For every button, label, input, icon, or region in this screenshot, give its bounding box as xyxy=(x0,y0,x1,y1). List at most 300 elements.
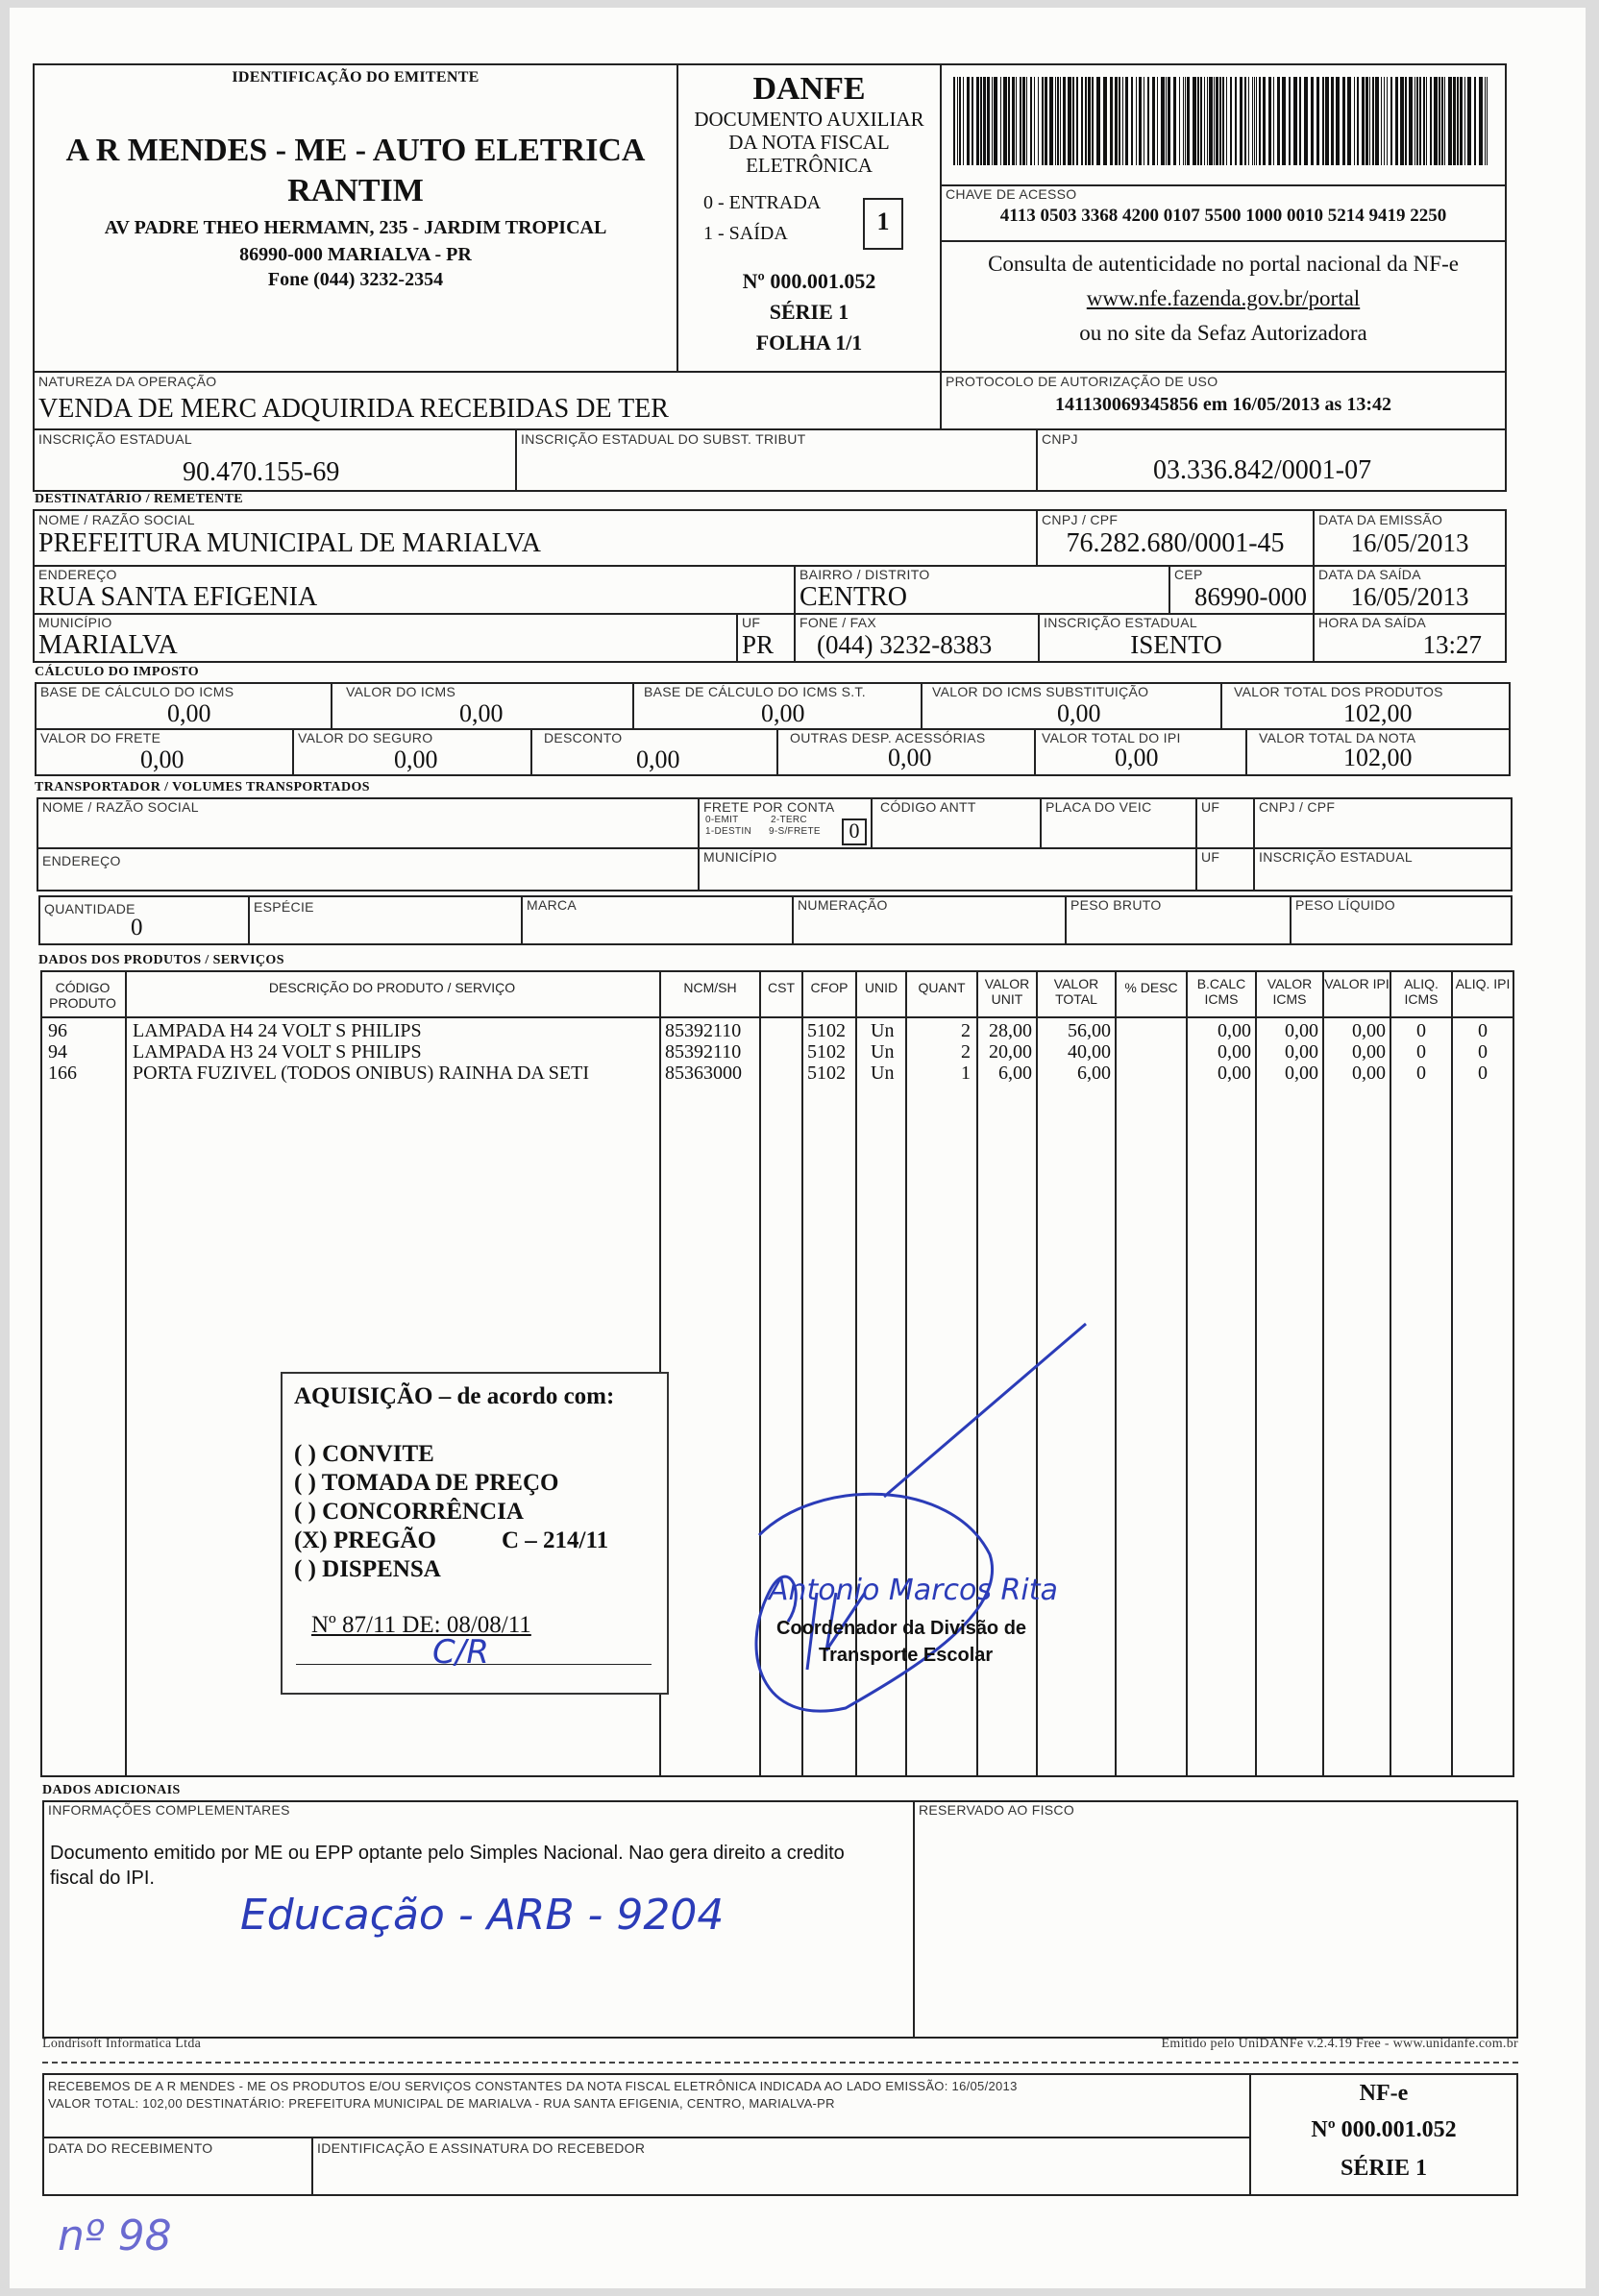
col-sep xyxy=(1186,970,1188,1777)
barcode-bar xyxy=(1414,77,1415,165)
dest-cnpj-value: 76.282.680/0001-45 xyxy=(1066,528,1285,558)
barcode-bar xyxy=(1354,77,1355,165)
natureza-value: VENDA DE MERC ADQUIRIDA RECEBIDAS DE TER xyxy=(38,394,669,424)
canhoto-serie: SÉRIE 1 xyxy=(1340,2156,1428,2181)
barcode-bar xyxy=(1282,77,1286,165)
barcode-bar xyxy=(1110,77,1113,165)
col-header-bcalc: B.CALC ICMS xyxy=(1196,976,1246,1007)
col-header-desc: % DESC xyxy=(1124,980,1178,995)
barcode-bar xyxy=(980,77,982,165)
barcode-bar xyxy=(1244,77,1246,165)
barcode-bar xyxy=(1293,77,1297,165)
row-ncm: 85392110 xyxy=(665,1041,742,1063)
barcode-bar xyxy=(1057,77,1059,165)
barcode-bar xyxy=(1439,77,1440,165)
barcode-bar xyxy=(1357,77,1359,165)
col-header-cfop: CFOP xyxy=(810,980,849,995)
protocolo-value: 141130069345856 em 16/05/2013 as 13:42 xyxy=(1055,394,1391,415)
stamp-numero: Nº 87/11 DE: 08/08/11 xyxy=(311,1612,531,1638)
barcode-bar xyxy=(1268,77,1271,165)
transp-frete-opt1: 0-EMIT xyxy=(705,815,739,825)
barcode-bar xyxy=(1147,77,1149,165)
barcode-bar xyxy=(1012,77,1015,165)
danfe-subtitle3: ELETRÔNICA xyxy=(746,154,873,177)
row-aicms: 0 xyxy=(1416,1041,1426,1063)
col-header-descricao: DESCRIÇÃO DO PRODUTO / SERVIÇO xyxy=(268,980,516,995)
dest-bairro-value: CENTRO xyxy=(800,582,907,612)
row-vipi: 0,00 xyxy=(1352,1020,1386,1041)
dest-nome-label: NOME / RAZÃO SOCIAL xyxy=(38,512,195,527)
barcode-bar xyxy=(1060,77,1061,165)
barcode-bar xyxy=(1119,77,1120,165)
emitente-name-line1: A R MENDES - ME - AUTO ELETRICA xyxy=(65,133,646,168)
barcode-bar xyxy=(992,77,993,165)
barcode-bar xyxy=(1122,77,1123,165)
row-vunit: 20,00 xyxy=(989,1041,1032,1063)
base-icms-st-label: BASE DE CÁLCULO DO ICMS S.T. xyxy=(644,684,866,699)
barcode-bar xyxy=(1219,77,1221,165)
barcode-bar xyxy=(1168,77,1170,165)
canhoto-data-label: DATA DO RECEBIMENTO xyxy=(48,2140,213,2156)
danfe-serie: SÉRIE 1 xyxy=(769,300,849,324)
barcode-bar xyxy=(1263,77,1266,165)
barcode-bar xyxy=(1365,77,1368,165)
row-bcalc: 0,00 xyxy=(1218,1063,1251,1084)
barcode-bar xyxy=(1055,77,1056,165)
valor-icms-st-label: VALOR DO ICMS SUBSTITUIÇÃO xyxy=(932,684,1149,699)
barcode-bar xyxy=(1259,77,1261,165)
barcode-bar xyxy=(1209,77,1213,165)
row-unid: Un xyxy=(871,1020,895,1041)
row-bcalc: 0,00 xyxy=(1218,1041,1251,1063)
base-icms-value: 0,00 xyxy=(167,699,211,727)
barcode-bar xyxy=(1387,77,1388,165)
row-vtotal: 56,00 xyxy=(1068,1020,1111,1041)
emitente-phone: Fone (044) 3232-2354 xyxy=(267,269,444,290)
barcode-bar xyxy=(1103,77,1107,165)
barcode-bar xyxy=(1193,77,1196,165)
row-cfop: 5102 xyxy=(807,1041,846,1063)
row-unid: Un xyxy=(871,1063,895,1084)
footer-left: Londrisoft Informatica Ltda xyxy=(42,2037,202,2051)
signature-name: Antonio Marcos Rita xyxy=(769,1574,1058,1607)
barcode-bar xyxy=(1000,77,1001,165)
barcode-bar xyxy=(1222,77,1224,165)
danfe-entrada: 0 - ENTRADA xyxy=(703,192,822,213)
danfe-subtitle2: DA NOTA FISCAL xyxy=(728,131,890,154)
imposto-section-label: CÁLCULO DO IMPOSTO xyxy=(35,665,200,679)
dest-ie-value: ISENTO xyxy=(1130,630,1222,659)
barcode-bar xyxy=(1390,77,1392,165)
barcode-bar xyxy=(1216,77,1218,165)
barcode-bar xyxy=(1136,77,1137,165)
barcode-bar xyxy=(1336,77,1340,165)
dest-saida-value: 16/05/2013 xyxy=(1350,582,1469,611)
col-header-vipi: VALOR IPI xyxy=(1324,976,1390,991)
canhoto-text-line2: VALOR TOTAL: 102,00 DESTINATÁRIO: PREFEITURA MUNICIPAL DE MARIALVA - RUA SANTA EFIGENIA, CENTRO, MARIALVA-PR xyxy=(48,2096,835,2111)
transp-marca-label: MARCA xyxy=(527,897,578,913)
row-ncm: 85363000 xyxy=(665,1063,742,1084)
barcode-bar xyxy=(1464,77,1465,165)
danfe-folha: FOLHA 1/1 xyxy=(755,330,863,354)
barcode-bar xyxy=(1395,77,1398,165)
barcode-bar xyxy=(1214,77,1215,165)
barcode-bar xyxy=(1230,77,1232,165)
transp-placa-label: PLACA DO VEIC xyxy=(1046,799,1152,815)
barcode-bar xyxy=(1457,77,1459,165)
ipi-label: VALOR TOTAL DO IPI xyxy=(1042,730,1181,745)
barcode-bar xyxy=(1381,77,1382,165)
barcode-bar xyxy=(1316,77,1319,165)
dest-ie-label: INSCRIÇÃO ESTADUAL xyxy=(1044,615,1197,630)
stamp-opt-pregao-ref: C – 214/11 xyxy=(502,1527,609,1553)
barcode-bar xyxy=(1026,77,1027,165)
frete-label: VALOR DO FRETE xyxy=(40,730,161,745)
barcode-bar xyxy=(1173,77,1176,165)
barcode-bar xyxy=(1200,77,1202,165)
barcode-bar xyxy=(1299,77,1301,165)
barcode-bar xyxy=(1441,77,1443,165)
transp-cnpj-label: CNPJ / CPF xyxy=(1259,799,1336,815)
row-aipi: 0 xyxy=(1478,1020,1488,1041)
barcode-bar xyxy=(1085,77,1087,165)
dest-nome-value: PREFEITURA MUNICIPAL DE MARIALVA xyxy=(38,528,542,558)
barcode-bar xyxy=(1049,77,1053,165)
stamp-title: AQUISIÇÃO – de acordo com: xyxy=(294,1383,615,1409)
barcode-bar xyxy=(1092,77,1094,165)
dest-endereco-label: ENDEREÇO xyxy=(38,567,117,582)
col-header-aipi: ALIQ. IPI xyxy=(1455,976,1511,991)
dest-fone-value: (044) 3232-8383 xyxy=(817,630,993,659)
barcode-bar xyxy=(1416,77,1418,165)
barcode-bar xyxy=(1434,77,1438,165)
row-descricao: LAMPADA H4 24 VOLT S PHILIPS xyxy=(133,1020,422,1041)
dest-cep-value: 86990-000 xyxy=(1194,582,1307,611)
total-nota-label: VALOR TOTAL DA NOTA xyxy=(1259,730,1416,745)
valor-icms-st-value: 0,00 xyxy=(1057,699,1101,727)
dest-uf-label: UF xyxy=(742,615,761,630)
barcode-bar xyxy=(1152,77,1155,165)
dest-emissao-label: DATA DA EMISSÃO xyxy=(1318,512,1443,527)
destinatario-section-label: DESTINATÁRIO / REMETENTE xyxy=(35,492,244,506)
transp-especie-label: ESPÉCIE xyxy=(254,899,314,915)
barcode-bar xyxy=(1487,77,1488,165)
dest-hora-label: HORA DA SAÍDA xyxy=(1318,615,1427,630)
transp-quantidade-value: 0 xyxy=(131,915,143,940)
dest-saida-label: DATA DA SAÍDA xyxy=(1318,567,1421,582)
total-produtos-value: 102,00 xyxy=(1343,699,1413,727)
ipi-value: 0,00 xyxy=(1115,744,1159,771)
barcode-bar xyxy=(976,77,979,165)
danfe-numero: Nº 000.001.052 xyxy=(742,269,876,293)
barcode-bar xyxy=(1038,77,1039,165)
row-quant: 2 xyxy=(961,1020,971,1041)
ie-value: 90.470.155-69 xyxy=(183,457,340,487)
barcode-bar xyxy=(1254,77,1255,165)
row-vicms: 0,00 xyxy=(1285,1020,1318,1041)
col-header-ncm: NCM/SH xyxy=(683,980,737,995)
barcode-bar xyxy=(1325,77,1329,165)
col-header-vunit: VALOR UNIT xyxy=(984,976,1030,1007)
valor-icms-label: VALOR DO ICMS xyxy=(346,684,456,699)
barcode-bar xyxy=(1485,77,1486,165)
emitente-name-line2: RANTIM xyxy=(287,173,424,208)
barcode-bar xyxy=(1072,77,1074,165)
barcode-bar xyxy=(1405,77,1407,165)
barcode-bar xyxy=(994,77,997,165)
row-aipi: 0 xyxy=(1478,1063,1488,1084)
total-nota-value: 102,00 xyxy=(1343,744,1413,771)
transportador-section-label: TRANSPORTADOR / VOLUMES TRANSPORTADOS xyxy=(35,780,370,794)
barcode-bar xyxy=(1166,77,1167,165)
barcode-bar xyxy=(967,77,970,165)
col-header-codigo: CÓDIGO PRODUTO xyxy=(49,980,116,1011)
row-vtotal: 40,00 xyxy=(1068,1041,1111,1063)
barcode-bar xyxy=(1235,77,1237,165)
row-vicms: 0,00 xyxy=(1285,1041,1318,1063)
barcode-bar xyxy=(1183,77,1184,165)
col-header-quant: QUANT xyxy=(918,980,966,995)
barcode-bar xyxy=(1096,77,1100,165)
cnpj-label: CNPJ xyxy=(1042,431,1078,447)
barcode xyxy=(953,77,1491,165)
fisco-label: RESERVADO AO FISCO xyxy=(919,1802,1075,1818)
ie-st-label: INSCRIÇÃO ESTADUAL DO SUBST. TRIBUT xyxy=(521,431,806,447)
row-unid: Un xyxy=(871,1041,895,1063)
barcode-bar xyxy=(1068,77,1071,165)
col-sep xyxy=(1451,970,1453,1777)
emitente-section-label: IDENTIFICAÇÃO DO EMITENTE xyxy=(232,69,480,85)
transp-frete-opt4: 9-S/FRETE xyxy=(769,826,821,837)
barcode-bar xyxy=(1256,77,1257,165)
barcode-bar xyxy=(1139,77,1142,165)
dest-uf-value: PR xyxy=(742,630,775,659)
barcode-bar xyxy=(1034,77,1035,165)
signature-role2: Transporte Escolar xyxy=(819,1645,994,1666)
danfe-tipo: 1 xyxy=(876,208,890,235)
consulta-text1: Consulta de autenticidade no portal nacional da NF-e xyxy=(988,252,1459,276)
cut-line xyxy=(42,2062,1518,2064)
barcode-bar xyxy=(1207,77,1208,165)
seguro-value: 0,00 xyxy=(394,745,438,773)
barcode-bar xyxy=(1331,77,1334,165)
transp-nome-label: NOME / RAZÃO SOCIAL xyxy=(42,799,199,815)
transp-uf2-label: UF xyxy=(1201,849,1220,865)
barcode-bar xyxy=(1042,77,1044,165)
stamp-opt-convite: ( ) CONVITE xyxy=(294,1441,434,1467)
barcode-bar xyxy=(1088,77,1091,165)
barcode-bar xyxy=(1063,77,1066,165)
barcode-bar xyxy=(1187,77,1190,165)
barcode-bar xyxy=(1157,77,1158,165)
canhoto-nfe: NF-e xyxy=(1359,2081,1409,2106)
barcode-bar xyxy=(1076,77,1078,165)
handwritten-annotation: Educação - ARB - 9204 xyxy=(240,1891,725,1940)
barcode-bar xyxy=(1362,77,1365,165)
barcode-bar xyxy=(1426,77,1427,165)
dest-emissao-value: 16/05/2013 xyxy=(1350,528,1469,557)
row-codigo: 96 xyxy=(48,1020,67,1041)
row-quant: 1 xyxy=(961,1063,971,1084)
row-vunit: 6,00 xyxy=(998,1063,1032,1084)
barcode-bar xyxy=(1003,77,1007,165)
consulta-text2: ou no site da Sefaz Autorizadora xyxy=(1079,321,1367,345)
transp-peso-bruto-label: PESO BRUTO xyxy=(1070,897,1162,913)
adicionais-section-label: DADOS ADICIONAIS xyxy=(42,1783,181,1797)
outras-label: OUTRAS DESP. ACESSÓRIAS xyxy=(790,730,986,745)
row-cfop: 5102 xyxy=(807,1020,846,1041)
dest-cnpj-label: CNPJ / CPF xyxy=(1042,512,1119,527)
transp-endereco-label: ENDEREÇO xyxy=(42,853,121,868)
stamp-opt-pregao: (X) PREGÃO xyxy=(294,1527,436,1553)
bottom-handwritten-number: nº 98 xyxy=(58,2211,172,2260)
transp-quantidade-label: QUANTIDADE xyxy=(44,901,135,916)
barcode-bar xyxy=(1453,77,1456,165)
transp-peso-liquido-label: PESO LÍQUIDO xyxy=(1295,897,1395,913)
info-complementares-label: INFORMAÇÕES COMPLEMENTARES xyxy=(48,1802,290,1818)
barcode-bar xyxy=(1375,77,1379,165)
stamp-initials: C/R xyxy=(432,1633,489,1672)
danfe-saida: 1 - SAÍDA xyxy=(703,223,788,244)
fisco-box xyxy=(913,1800,1518,2039)
barcode-bar xyxy=(1008,77,1010,165)
row-cfop: 5102 xyxy=(807,1063,846,1084)
barcode-bar xyxy=(1022,77,1025,165)
emitente-city: 86990-000 MARIALVA - PR xyxy=(239,244,472,265)
ie-label: INSCRIÇÃO ESTADUAL xyxy=(38,431,192,447)
barcode-bar xyxy=(1226,77,1227,165)
row-aicms: 0 xyxy=(1416,1063,1426,1084)
natureza-label: NATUREZA DA OPERAÇÃO xyxy=(38,374,217,389)
info-line1: Documento emitido por ME ou EPP optante pelo Simples Nacional. Nao gera direito a credito xyxy=(50,1843,845,1864)
row-ncm: 85392110 xyxy=(665,1020,742,1041)
barcode-bar xyxy=(1342,77,1345,165)
row-codigo: 166 xyxy=(48,1063,77,1084)
desconto-value: 0,00 xyxy=(636,745,680,773)
canhoto-numero: Nº 000.001.052 xyxy=(1311,2117,1457,2142)
row-vipi: 0,00 xyxy=(1352,1063,1386,1084)
barcode-bar xyxy=(1384,77,1385,165)
barcode-bar xyxy=(1347,77,1351,165)
transp-antt-label: CÓDIGO ANTT xyxy=(880,799,976,815)
row-aipi: 0 xyxy=(1478,1041,1488,1063)
col-header-vtotal: VALOR TOTAL xyxy=(1053,976,1099,1007)
row-vicms: 0,00 xyxy=(1285,1063,1318,1084)
total-produtos-label: VALOR TOTAL DOS PRODUTOS xyxy=(1234,684,1443,699)
transp-municipio-label: MUNICÍPIO xyxy=(703,849,777,865)
barcode-bar xyxy=(957,77,958,165)
barcode-bar xyxy=(1444,77,1445,165)
chave-label: CHAVE DE ACESSO xyxy=(946,186,1077,202)
transp-endereco-box xyxy=(37,847,700,892)
barcode-bar xyxy=(1419,77,1421,165)
barcode-bar xyxy=(1273,77,1274,165)
barcode-bar xyxy=(1400,77,1404,165)
barcode-bar xyxy=(1304,77,1308,165)
invoice-page xyxy=(10,8,1586,2288)
col-sep xyxy=(1322,970,1324,1777)
seguro-label: VALOR DO SEGURO xyxy=(298,730,433,745)
barcode-bar xyxy=(1322,77,1324,165)
barcode-bar xyxy=(972,77,973,165)
col-header-aicms: ALIQ. ICMS xyxy=(1404,976,1439,1007)
stamp-opt-tomada: ( ) TOMADA DE PREÇO xyxy=(294,1470,559,1496)
stamp-opt-dispensa: ( ) DISPENSA xyxy=(294,1556,441,1582)
desconto-label: DESCONTO xyxy=(544,730,623,745)
row-aicms: 0 xyxy=(1416,1020,1426,1041)
barcode-bar xyxy=(1372,77,1374,165)
transp-frete-opt3: 1-DESTIN xyxy=(705,826,751,837)
danfe-title: DANFE xyxy=(752,71,866,107)
barcode-bar xyxy=(1430,77,1432,165)
barcode-bar xyxy=(983,77,986,165)
barcode-bar xyxy=(1460,77,1463,165)
col-header-vicms: VALOR ICMS xyxy=(1267,976,1313,1007)
base-icms-st-value: 0,00 xyxy=(761,699,805,727)
barcode-bar xyxy=(1204,77,1205,165)
col-header-cst: CST xyxy=(768,980,795,995)
barcode-bar xyxy=(1311,77,1314,165)
row-vtotal: 6,00 xyxy=(1077,1063,1111,1084)
barcode-bar xyxy=(1467,77,1471,165)
dest-hora-value: 13:27 xyxy=(1422,630,1482,659)
barcode-bar xyxy=(959,77,961,165)
danfe-subtitle1: DOCUMENTO AUXILIAR xyxy=(694,108,924,131)
barcode-bar xyxy=(1179,77,1180,165)
barcode-bar xyxy=(1240,77,1242,165)
col-sep xyxy=(125,970,127,1777)
base-icms-label: BASE DE CÁLCULO DO ICMS xyxy=(40,684,234,699)
row-codigo: 94 xyxy=(48,1041,67,1063)
barcode-bar xyxy=(1045,77,1047,165)
dest-municipio-label: MUNICÍPIO xyxy=(38,615,112,630)
barcode-bar xyxy=(1020,77,1021,165)
barcode-bar xyxy=(1030,77,1032,165)
barcode-bar xyxy=(1474,77,1476,165)
dest-fone-label: FONE / FAX xyxy=(800,615,877,630)
col-sep xyxy=(1255,970,1257,1777)
row-vunit: 28,00 xyxy=(989,1020,1032,1041)
barcode-bar xyxy=(1277,77,1280,165)
row-quant: 2 xyxy=(961,1041,971,1063)
barcode-bar xyxy=(1161,77,1165,165)
barcode-bar xyxy=(953,77,955,165)
col-header-unid: UNID xyxy=(864,980,898,995)
barcode-bar xyxy=(1289,77,1291,165)
protocolo-label: PROTOCOLO DE AUTORIZAÇÃO DE USO xyxy=(946,374,1218,389)
info-line2: fiscal do IPI. xyxy=(50,1868,155,1889)
transp-frete-value: 0 xyxy=(849,818,860,843)
barcode-bar xyxy=(1252,77,1253,165)
barcode-bar xyxy=(1479,77,1483,165)
barcode-bar xyxy=(1115,77,1118,165)
transp-uf-label: UF xyxy=(1201,799,1220,815)
canhoto-text-line1: RECEBEMOS DE A R MENDES - ME OS PRODUTOS E/OU SERVIÇOS CONSTANTES DA NOTA FISCAL ELETRÔNICA INDICADA AO LADO EMISSÃO: 16/05/2013 xyxy=(48,2079,1018,2093)
barcode-bar xyxy=(1016,77,1017,165)
barcode-bar xyxy=(1248,77,1249,165)
emitente-address: AV PADRE THEO HERMAMN, 235 - JARDIM TROPICAL xyxy=(104,217,607,238)
row-descricao: PORTA FUZIVEL (TODOS ONIBUS) RAINHA DA SETI xyxy=(133,1063,589,1084)
cnpj-value: 03.336.842/0001-07 xyxy=(1153,455,1372,485)
dest-cep-label: CEP xyxy=(1174,567,1203,582)
barcode-bar xyxy=(1197,77,1199,165)
chave-value: 4113 0503 3368 4200 0107 5500 1000 0010 5214 9419 2250 xyxy=(999,206,1447,226)
transp-frete-opt2: 2-TERC xyxy=(771,815,807,825)
canhoto-assinatura-label: IDENTIFICAÇÃO E ASSINATURA DO RECEBEDOR xyxy=(317,2140,646,2156)
col-sep xyxy=(1115,970,1117,1777)
consulta-url[interactable]: www.nfe.fazenda.gov.br/portal xyxy=(1086,286,1361,310)
barcode-bar xyxy=(1448,77,1452,165)
